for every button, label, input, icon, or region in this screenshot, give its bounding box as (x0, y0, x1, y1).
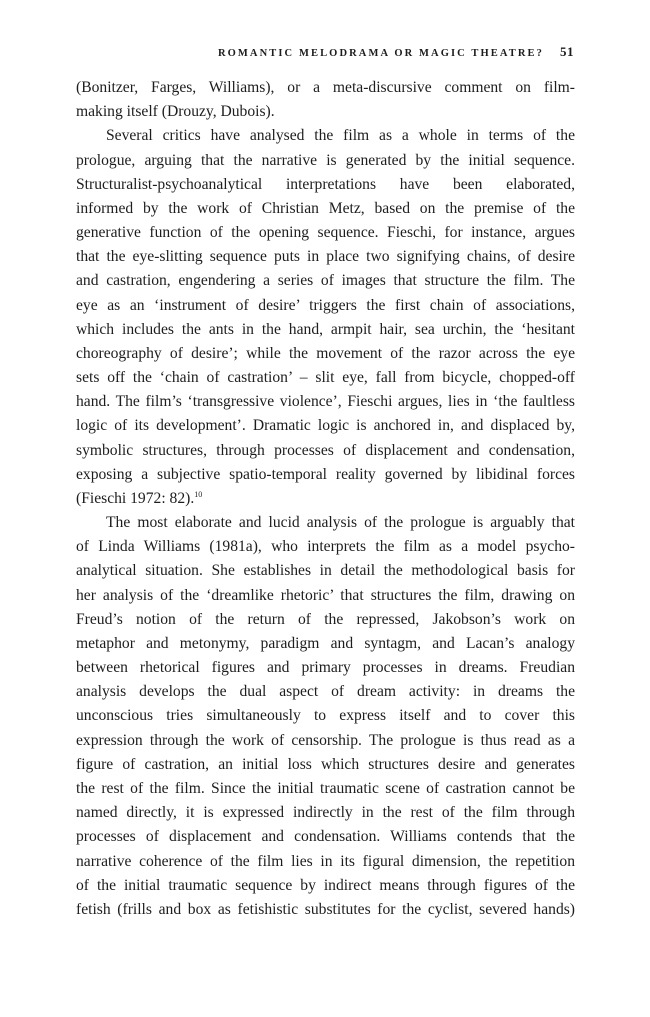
text-line-content: sets off the ‘chain of castration’ – slit eye, fall from bicycle, chopped-off (76, 369, 575, 387)
text-line (76, 535, 575, 559)
text-line-content: informed by the work of Christian Metz, based on the premise of the (76, 199, 575, 217)
text-line-content: expression through the work of censorship. The prologue is thus read as a (76, 731, 575, 749)
text-line (76, 656, 575, 680)
text-line (76, 898, 575, 922)
text-line-content: unconscious tries simultaneously to express itself and to cover this (76, 707, 575, 725)
text-line-content: metaphor and metonymy, paradigm and syntagm, and Lacan’s analogy (76, 634, 575, 652)
text-line (76, 390, 575, 414)
text-line-content: between rhetorical figures and primary processes in dreams. Freudian (76, 659, 575, 677)
text-line (76, 584, 575, 608)
text-line-content: symbolic structures, through processes of displacement and condensation, (76, 441, 575, 459)
text-line-content: The most elaborate and lucid analysis of the prologue is arguably that (106, 514, 575, 532)
running-head (76, 44, 574, 60)
text-line (76, 825, 575, 849)
text-line (76, 221, 575, 245)
text-line (76, 100, 575, 124)
text-line (76, 414, 575, 438)
text-line (76, 269, 575, 293)
text-line (76, 511, 575, 535)
text-line-content: logic of its development’. Dramatic logic is anchored in, and displaced by, (76, 417, 575, 435)
text-line-content: analytical situation. She establishes in detail the methodological basis for (76, 562, 575, 580)
text-line-content: Several critics have analysed the film as a whole in terms of the (106, 127, 575, 145)
text-line (76, 197, 575, 221)
text-line-content: that the eye-slitting sequence puts in place two signifying chains, of desire (76, 248, 575, 266)
text-line-content: processes of displacement and condensation. Williams contends that the (76, 828, 575, 846)
text-line-content: her analysis of the ‘dreamlike rhetoric’ that structures the film, drawing on (76, 586, 575, 604)
text-line-content: (Fieschi 1972: 82). (76, 489, 195, 507)
text-line-content: (Bonitzer, Farges, Williams), or a meta-discursive comment on film- (76, 79, 575, 96)
text-line (76, 559, 575, 583)
text-line (76, 777, 575, 801)
text-line (76, 704, 575, 728)
page-number: 51 (560, 44, 574, 59)
text-line (76, 245, 575, 269)
text-line (76, 608, 575, 632)
text-line-content: Structuralist-psychoanalytical interpretations have been elaborated, (76, 175, 575, 193)
text-line-content: narrative coherence of the film lies in its figural dimension, the repetition (76, 852, 575, 870)
text-line (76, 632, 575, 656)
text-line (76, 366, 575, 390)
body-text (76, 76, 575, 922)
text-line (76, 124, 575, 148)
text-line-content: choreography of desire’; while the movement of the razor across the eye (76, 344, 575, 362)
text-line (76, 874, 575, 898)
text-line-content: which includes the ants in the hand, armpit hair, sea urchin, the ‘hesitant (76, 320, 575, 338)
text-line-content: figure of castration, an initial loss which structures desire and generates (76, 755, 575, 773)
text-line-content: analysis develops the dual aspect of dream activity: in dreams the (76, 683, 575, 701)
text-line-content: and castration, engendering a series of images that structure the film. The (76, 272, 575, 290)
text-line-content: named directly, it is expressed indirectly in the rest of the film through (76, 804, 575, 822)
text-line (76, 76, 575, 100)
text-line (76, 173, 575, 197)
text-line-content: of the initial traumatic sequence by indirect means through figures of the (76, 876, 575, 894)
text-line-content: eye as an ‘instrument of desire’ triggers the first chain of associations, (76, 296, 575, 314)
text-line (76, 149, 575, 173)
text-line (76, 753, 575, 777)
footnote-ref[interactable]: 10 (194, 489, 203, 499)
text-line (76, 294, 575, 318)
text-line (76, 801, 575, 825)
text-line (76, 439, 575, 463)
text-line-content: the rest of the film. Since the initial traumatic scene of castration cannot be (76, 779, 575, 797)
text-line (76, 487, 575, 511)
text-line (76, 318, 575, 342)
text-line-content: exposing a subjective spatio-temporal reality governed by libidinal forces (76, 465, 575, 483)
text-line (76, 342, 575, 366)
text-line-content: prologue, arguing that the narrative is generated by the initial sequence. (76, 151, 575, 169)
text-line-content: fetish (frills and box as fetishistic substitutes for the cyclist, severed hands) (76, 900, 575, 918)
text-line (76, 850, 575, 874)
text-line (76, 463, 575, 487)
text-line (76, 680, 575, 704)
text-line-content: Freud’s notion of the return of the repressed, Jakobson’s work on (76, 610, 575, 628)
running-title: ROMANTIC MELODRAMA OR MAGIC THEATRE? (217, 48, 544, 59)
text-line-content: of Linda Williams (1981a), who interprets the film as a model psycho- (76, 538, 575, 556)
text-line-content: hand. The film’s ‘transgressive violence’, Fieschi argues, lies in ‘the faultless (76, 393, 575, 411)
text-line-content: making itself (Drouzy, Dubois). (76, 103, 275, 121)
text-line (76, 729, 575, 753)
text-line-content: generative function of the opening sequence. Fieschi, for instance, argues (76, 224, 575, 242)
